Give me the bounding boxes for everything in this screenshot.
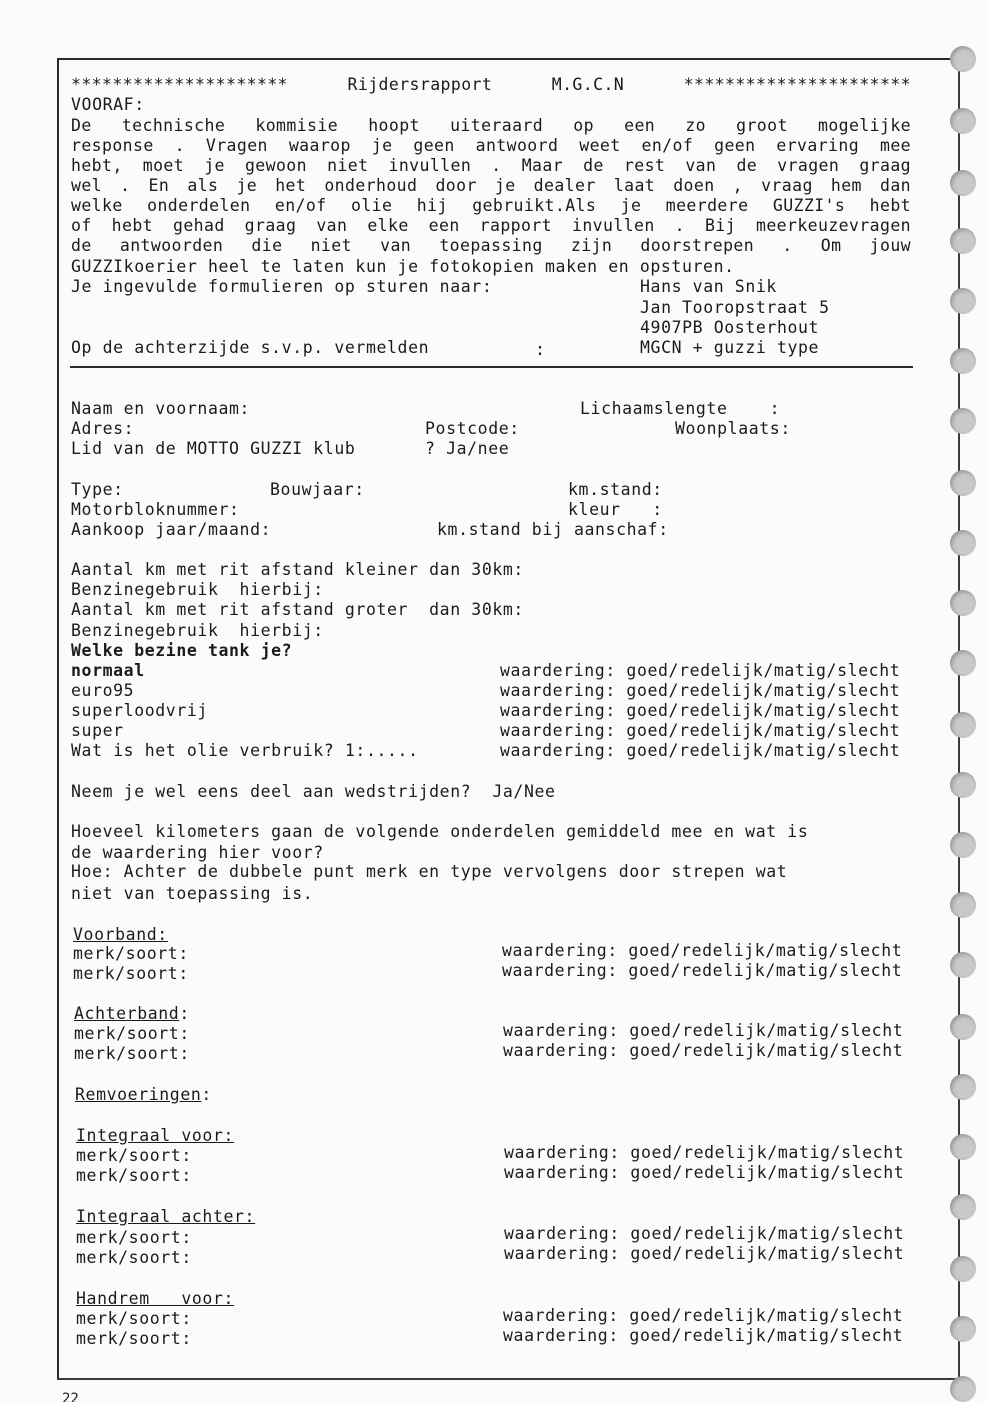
fuel-rating: waardering: goed/redelijk/matig/slecht (500, 721, 901, 740)
brand-field-label: merk/soort: (74, 1044, 190, 1063)
binder-hole (950, 46, 976, 72)
binder-hole (950, 1376, 976, 1402)
fuel-option: super (71, 721, 124, 740)
section-handbrake-front: Handrem voor: (76, 1289, 235, 1308)
binder-hole (950, 650, 976, 676)
part-rating: waardering: goed/redelijk/matig/slecht (502, 961, 903, 980)
parts-intro-line: Hoeveel kilometers gaan de volgende onderdelen gemiddeld mee en wat is (71, 822, 809, 841)
brand-field-label: merk/soort: (74, 1024, 190, 1043)
color-field-label: kleur : (568, 500, 663, 519)
postcode-field-label: Postcode: (425, 419, 520, 438)
fuel-question: Aantal km met rit afstand groter dan 30km: (71, 600, 524, 619)
binder-hole (950, 1014, 976, 1040)
intro-line: GUZZIkoerier heel te laten kun je fotokopien maken en opsturen. (71, 257, 735, 276)
binder-hole (950, 1256, 976, 1282)
part-rating: waardering: goed/redelijk/matig/slecht (504, 1163, 905, 1182)
binder-hole (950, 1316, 976, 1342)
parts-intro-line: Hoe: Achter de dubbele punt merk en type vervolgens door strepen wat (71, 862, 788, 881)
fuel-question: Benzinegebruik hierbij: (71, 580, 324, 599)
brand-field-label: merk/soort: (76, 1228, 192, 1247)
fuel-question: Benzinegebruik hierbij: (71, 621, 324, 640)
fuel-rating: waardering: goed/redelijk/matig/slecht (500, 681, 901, 700)
fuel-question: Aantal km met rit afstand kleiner dan 30km: (71, 560, 524, 579)
bought-field-label: Aankoop jaar/maand: (71, 520, 272, 539)
address-street: Jan Tooropstraat 5 (640, 298, 830, 317)
section-integral-rear: Integraal achter: (76, 1207, 256, 1226)
binder-hole (950, 108, 976, 134)
fuel-option: euro95 (71, 681, 135, 700)
race-question: Neem je wel eens deel aan wedstrijden? Ja/Nee (71, 782, 556, 801)
oil-question: Wat is het olie verbruik? 1:..... (71, 741, 419, 760)
section-divider (70, 366, 913, 368)
binder-hole (950, 470, 976, 496)
intro-line: hebt, moet je gewoon niet invullen . Maar de rest van de vragen graag (71, 156, 911, 175)
intro-line: wel . En als je het onderhoud door je dealer laat doen , vraag hem dan (71, 176, 911, 195)
binder-hole (950, 530, 976, 556)
member-question: ? Ja/nee (425, 439, 510, 458)
back-colon: : (535, 340, 546, 359)
part-rating: waardering: goed/redelijk/matig/slecht (503, 1021, 904, 1040)
send-label: Je ingevulde formulieren op sturen naar: (71, 277, 493, 296)
length-field-label: Lichaamslengte : (580, 399, 781, 418)
km-field-label: km.stand: (568, 480, 663, 499)
address-name: Hans van Snik (640, 277, 777, 296)
name-field-label: Naam en voornaam: (71, 399, 251, 418)
intro-line: of hebt gehad graag van elke een rapport invullen . Bij meerkeuzevragen (71, 216, 911, 235)
intro-line: response . Vragen waarop je geen antwoord weet en/of geen ervaring mee (71, 136, 911, 155)
brand-field-label: merk/soort: (73, 944, 189, 963)
oil-rating: waardering: goed/redelijk/matig/slecht (500, 741, 901, 760)
type-field-label: Type: (71, 480, 124, 499)
form-border-bottom (57, 1378, 960, 1380)
binder-hole (950, 712, 976, 738)
brand-field-label: merk/soort: (76, 1166, 192, 1185)
brand-field-label: merk/soort: (73, 964, 189, 983)
km-bought-field-label: km.stand bij aanschaf: (437, 520, 669, 539)
binder-hole (950, 348, 976, 374)
binder-hole (950, 1134, 976, 1160)
binder-hole (950, 892, 976, 918)
engine-field-label: Motorbloknummer: (71, 500, 240, 519)
section-brakes: Remvoeringen: (75, 1085, 212, 1104)
brand-field-label: merk/soort: (76, 1146, 192, 1165)
part-rating: waardering: goed/redelijk/matig/slecht (504, 1244, 905, 1263)
part-rating: waardering: goed/redelijk/matig/slecht (504, 1224, 905, 1243)
address-city: 4907PB Oosterhout (640, 318, 820, 337)
page-number: 22 (62, 1392, 79, 1402)
brand-field-label: merk/soort: (76, 1309, 192, 1328)
report-title: ********************* Rijdersrapport M.G.C.N ********************** (71, 75, 911, 94)
intro-line: de antwoorden die niet van toepassing zijn doorstrepen . Om jouw (71, 236, 911, 255)
fuel-rating: waardering: goed/redelijk/matig/slecht (500, 661, 901, 680)
year-field-label: Bouwjaar: (270, 480, 365, 499)
section-rear-tire: Achterband: (74, 1004, 190, 1023)
part-rating: waardering: goed/redelijk/matig/slecht (503, 1306, 904, 1325)
binder-hole (950, 1194, 976, 1220)
binder-hole (950, 772, 976, 798)
binder-hole (950, 952, 976, 978)
part-rating: waardering: goed/redelijk/matig/slecht (502, 941, 903, 960)
section-integral-front: Integraal voor: (76, 1126, 235, 1145)
intro-line: welke onderdelen en/of olie hij gebruikt.Als je meerdere GUZZI's hebt (71, 196, 911, 215)
fuel-question: Welke bezine tank je? (71, 641, 293, 660)
intro-heading: VOORAF: (71, 95, 145, 114)
fuel-rating: waardering: goed/redelijk/matig/slecht (500, 701, 901, 720)
parts-intro-line: niet van toepassing is. (71, 884, 314, 903)
member-field-label: Lid van de MOTTO GUZZI klub (71, 439, 356, 458)
back-value: MGCN + guzzi type (640, 338, 820, 357)
binder-hole (950, 170, 976, 196)
brand-field-label: merk/soort: (76, 1329, 192, 1348)
brand-field-label: merk/soort: (76, 1248, 192, 1267)
city-field-label: Woonplaats: (675, 419, 791, 438)
fuel-option: superloodvrij (71, 701, 208, 720)
part-rating: waardering: goed/redelijk/matig/slecht (504, 1143, 905, 1162)
binder-hole (950, 408, 976, 434)
part-rating: waardering: goed/redelijk/matig/slecht (503, 1326, 904, 1345)
binder-hole (950, 590, 976, 616)
parts-intro-line: de waardering hier voor? (71, 843, 324, 862)
fuel-option: normaal (71, 661, 145, 680)
binder-hole (950, 288, 976, 314)
section-front-tire: Voorband: (73, 925, 168, 944)
binder-hole (950, 1074, 976, 1100)
address-field-label: Adres: (71, 419, 135, 438)
binder-hole (950, 832, 976, 858)
back-label: Op de achterzijde s.v.p. vermelden (71, 338, 430, 357)
binder-hole (950, 228, 976, 254)
intro-line: De technische kommisie hoopt uiteraard op een zo groot mogelijke (71, 116, 911, 135)
part-rating: waardering: goed/redelijk/matig/slecht (503, 1041, 904, 1060)
